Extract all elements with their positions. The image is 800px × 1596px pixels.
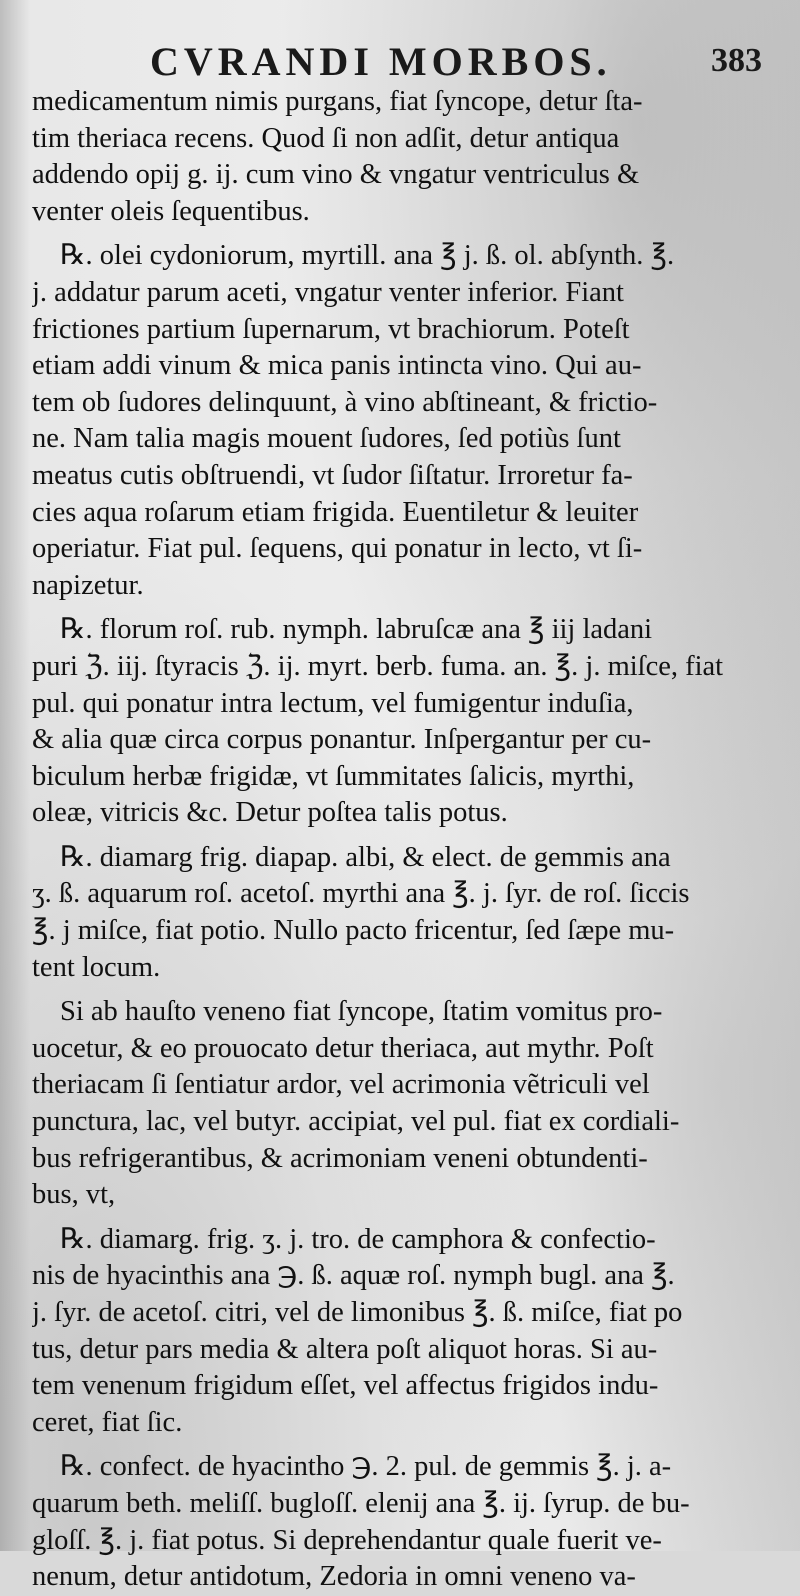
text-line: gloſſ. ℥. j. fiat potus. Si deprehendantur quale fuerit ve- — [32, 1524, 662, 1556]
text-line: frictiones partium ſupernarum, vt brachiorum. Poteſt — [32, 313, 630, 345]
text-line: ℥. j miſce, fiat potio. Nullo pacto fricentur, ſed ſæpe mu- — [32, 915, 675, 947]
text-line: nis de hyacinthis ana ℈. ß. aquæ roſ. nymph bugl. ana ℥. — [32, 1260, 675, 1292]
text-line: j. addatur parum aceti, vngatur venter inferior. Fiant — [32, 276, 624, 308]
text-line: quarum beth. meliſſ. bugloſſ. elenij ana ℥. ij. ſyrup. de bu- — [32, 1487, 690, 1519]
text-line: bus, vt, — [32, 1179, 116, 1211]
text-line: puri ℨ. iij. ſtyracis ℨ. ij. myrt. berb. fuma. an. ℥. j. miſce, fiat — [32, 650, 724, 682]
text-line: nenum, detur antidotum, Zedoria in omni veneno va- — [32, 1561, 636, 1593]
text-line: ʒ. ß. aquarum roſ. acetoſ. myrthi ana ℥. j. ſyr. de roſ. ſiccis — [32, 878, 690, 910]
text-line: pul. qui ponatur intra lectum, vel fumigentur induſia, — [32, 687, 634, 719]
text-line: cies aqua roſarum etiam frigida. Euentiletur & leuiter — [32, 496, 639, 528]
text-line: meatus cutis obſtruendi, vt ſudor ſiſtatur. Irroretur fa- — [32, 459, 633, 491]
text-line: j. ſyr. de acetoſ. citri, vel de limonibus ℥. ß. miſce, fiat po — [32, 1297, 683, 1328]
text-line: ne. Nam talia magis mouent ſudores, ſed potiùs ſunt — [32, 423, 621, 455]
page-header — [0, 34, 800, 84]
text-line: theriacam ſi ſentiatur ardor, vel acrimonia vẽtriculi vel — [32, 1069, 650, 1101]
running-title: CVRANDI MORBOS. — [150, 39, 612, 84]
text-line: napizetur. — [32, 569, 144, 601]
text-line: venter oleis ſequentibus. — [32, 195, 310, 227]
text-line: addendo opij g. ij. cum vino & vngatur ventriculus & — [32, 159, 640, 191]
text-line: tem ob ſudores delinquunt, à vino abſtineant, & frictio- — [32, 386, 658, 418]
text-line: ℞. diamarg frig. diapap. albi, & elect. de gemmis ana — [60, 841, 671, 873]
text-line: ℞. diamarg. frig. ʒ. j. tro. de camphora & confectio- — [60, 1223, 656, 1255]
text-line: & alia quæ circa corpus ponantur. Inſpergantur per cu- — [32, 724, 652, 756]
text-line: ℞. confect. de hyacintho ℈. 2. pul. de gemmis ℥. j. a- — [60, 1451, 672, 1483]
text-line: ceret, fiat ſic. — [32, 1406, 183, 1438]
text-line: tus, detur pars media & altera poſt aliquot horas. Si au- — [32, 1333, 658, 1365]
text-line: bus refrigerantibus, & acrimoniam veneni obtundenti- — [32, 1142, 648, 1174]
text-line: biculum herbæ frigidæ, vt ſummitates ſalicis, myrthi, — [32, 760, 635, 792]
text-line: ℞. florum roſ. rub. nymph. labruſcæ ana ℥ iij ladani — [60, 614, 653, 646]
text-line: uocetur, & eo prouocato detur theriaca, aut mythr. Poſt — [32, 1032, 654, 1064]
text-line: tem venenum frigidum eſſet, vel affectus frigidos indu- — [32, 1370, 659, 1402]
text-line: etiam addi vinum & mica panis intincta vino. Qui au- — [32, 350, 642, 382]
text-line: tent locum. — [32, 951, 161, 983]
text-line: ℞. olei cydoniorum, myrtill. ana ℥ j. ß. ol. abſynth. ℥. — [60, 240, 675, 272]
text-line: punctura, lac, vel butyr. accipiat, vel pul. fiat ex cordiali- — [32, 1106, 680, 1138]
text-body — [32, 84, 772, 1596]
text-line: Si ab hauſto veneno fiat ſyncope, ſtatim vomitus pro- — [60, 996, 663, 1028]
text-line: tim theriaca recens. Quod ſi non adſit, detur antiqua — [32, 122, 620, 154]
text-line: medicamentum nimis purgans, fiat ſyncope, detur ſta- — [32, 86, 643, 117]
page-number: 383 — [711, 42, 762, 79]
text-line: operiatur. Fiat pul. ſequens, qui ponatur in lecto, vt ſi- — [32, 533, 643, 565]
text-line: oleæ, vitricis &c. Detur poſtea talis potus. — [32, 797, 508, 829]
